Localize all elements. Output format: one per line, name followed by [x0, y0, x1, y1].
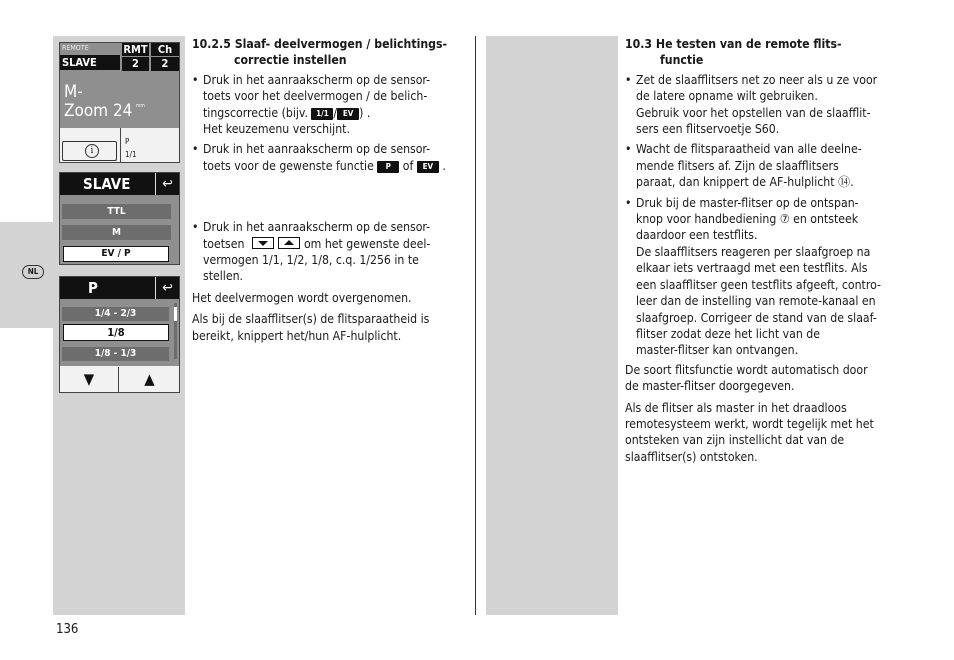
language-badge: NL — [22, 265, 44, 279]
slave-menu-screen — [59, 172, 180, 265]
slave-mode-label: SLAVE — [60, 55, 120, 70]
info-icon: i — [85, 144, 99, 158]
power-list — [60, 299, 179, 366]
list-item: • Druk in het aanraakscherm op de sensor- toets voor het deelvermogen / de belich- tingscorrectie (bijv. 1/1 / EV ) . Het keuzemenu verschijnt. — [192, 72, 470, 138]
power-label: P — [125, 137, 130, 146]
slave-menu-title: SLAVE — [60, 173, 179, 195]
power-ratio-button[interactable]: 1/1 — [125, 150, 137, 159]
info-cell — [60, 128, 121, 162]
section-heading: 10.3 He testen van de remote flits- functie — [625, 37, 842, 68]
list-item-selected[interactable]: 1/8 — [63, 324, 169, 341]
list-item[interactable]: 1/4 - 2/3 — [62, 307, 169, 321]
list-item: • Zet de slaafflitsers net zo neer als u ze voor de latere opname wilt gebruiken. Gebruik voor het opstellen van de slaafflit- sers een flitservoetje S60. — [625, 72, 901, 138]
main-display-screen — [59, 42, 180, 163]
scrollbar-thumb[interactable] — [174, 307, 177, 321]
ev-key-chip: EV — [417, 161, 439, 173]
list-item: • Wacht de flitsparaatheid van alle deelne- mende flitsers af. Zijn de slaafflitsers paraat, dan knippert de AF-hulplicht ⑭. — [625, 141, 901, 190]
rmt-value: 2 — [122, 57, 149, 71]
zoom-text: Zoom 24 — [64, 101, 133, 121]
power-key-chip: 1/1 — [311, 108, 333, 120]
list-item: • Druk in het aanraakscherm op de sensor- toetsen om het gewenste deel- vermogen 1/1, 1/2, 1/8, c.q. 1/256 in te stellen. — [192, 219, 470, 285]
remote-label: REMOTE — [62, 44, 89, 52]
menu-item-ttl[interactable]: TTL — [62, 204, 171, 219]
page-number: 136 — [56, 622, 79, 637]
ev-key-chip: EV — [337, 108, 359, 120]
down-arrow-icon[interactable]: ▼ — [60, 367, 119, 392]
instructions-column — [192, 36, 470, 344]
paragraph: Het deelvermogen wordt overgenomen. — [192, 290, 412, 305]
paragraph: De soort flitsfunctie wordt automatisch door de master-flitser doorgegeven. — [625, 362, 868, 394]
down-key-icon — [252, 237, 274, 249]
margin-column — [486, 36, 618, 615]
channel-value: 2 — [151, 57, 179, 71]
channel-label: Ch — [151, 43, 179, 56]
up-arrow-icon[interactable]: ▲ — [144, 370, 155, 388]
list-item: • Druk bij de master-flitser op de ontspan- knop voor handbediening ⑦ en ontsteek daardoor een testflits. De slaafflitsers reageren per slaafgroep na elkaar iets vertraagd met een testflits. Als een slaafflitser geen testflits afgeeft, contro- leer dan de instelling van remote-kanaal en slaafgroep. Corrigeer de stand van de slaaf- flitser zodat deze het licht van de master-flitser kan ontvangen. — [625, 195, 901, 359]
column-divider — [475, 36, 476, 615]
list-item: • Druk in het aanraakscherm op de sensor- toets voor de gewenste functie P of EV . — [192, 141, 470, 174]
info-button[interactable] — [62, 141, 117, 161]
p-key-chip: P — [377, 161, 399, 173]
up-key-icon — [278, 237, 300, 249]
paragraph: Als de flitser als master in het draadloos remotesysteem werkt, wordt tegelijk met het ontsteken van zijn instellicht dat van de slaafflitser(s) ontstoken. — [625, 400, 874, 464]
menu-item-ev-p-selected[interactable]: EV / P — [63, 246, 169, 262]
zoom-unit: mm — [136, 103, 145, 109]
flash-mode-text: M- — [64, 82, 83, 102]
back-arrow-icon[interactable]: ↩ — [155, 277, 179, 299]
power-menu-title: P — [60, 277, 179, 299]
paragraph: Als bij de slaafflitser(s) de flitsparaatheid is bereikt, knippert het/hun AF-hulplicht. — [192, 312, 430, 343]
rmt-label: RMT — [123, 43, 148, 56]
back-arrow-icon[interactable]: ↩ — [155, 173, 179, 195]
test-section-column — [625, 36, 901, 465]
list-item[interactable]: 1/8 - 1/3 — [62, 347, 169, 361]
menu-item-m[interactable]: M — [62, 225, 171, 240]
section-heading: 10.2.5 Slaaf- deelvermogen / belichtings- correctie instellen — [192, 37, 448, 68]
power-select-screen — [59, 276, 180, 393]
